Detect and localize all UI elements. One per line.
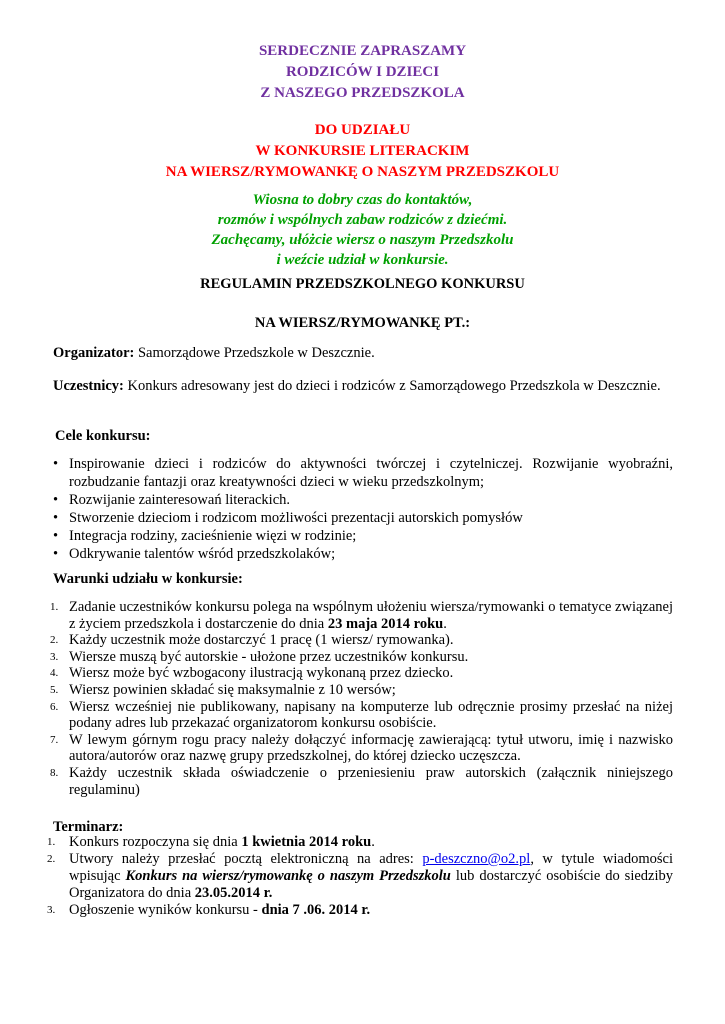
goals-heading: Cele konkursu: [55,428,151,444]
intro-line: rozmów i wspólnych zabaw rodziców z dziećmi. [217,212,508,228]
item-text: Wiersze muszą być autorskie - ułożone przez uczestników konkursu. [69,648,469,665]
list-item: • Stworzenie dzieciom i rodzicom możliwości prezentacji autorskich pomysłów [53,509,673,527]
header-line: NA WIERSZ/RYMOWANKĘ O NASZYM PRZEDSZKOLU [165,164,560,180]
list-item [47,834,673,851]
intro-line: i weźcie udział w konkursie. [276,252,449,268]
item-number: 2. [50,634,59,647]
contest-header [0,120,725,183]
header-line: RODZICÓW I DZIECI [285,64,440,80]
item-number: 1. [50,601,59,613]
organizer-text: Samorządowe Przedszkole w Deszcznie. [137,345,375,361]
item-number: 6. [50,700,59,713]
header-line: DO UDZIAŁU [314,122,411,138]
header-line: W KONKURSIE LITERACKIM [255,143,470,159]
schedule-heading: Terminarz: [53,819,124,835]
item-number: 5. [50,683,59,696]
item-text: Każdy uczestnik składa oświadczenie o przeniesieniu praw autorskich (załącznik niniejszego regulaminu) [69,764,673,798]
participants-text: Konkurs adresowany jest do dzieci i rodziców z Samorządowego Przedszkola w Deszcznie. [127,378,661,394]
invitation-header [0,41,725,104]
item-text: Wiersz powinien składać się maksymalnie z 10 wersów; [69,681,396,698]
item-bold: dnia 7 .06. 2014 r. [261,902,371,918]
regulations-subtitle: NA WIERSZ/RYMOWANKĘ PT.: [254,315,471,331]
list-item [50,599,673,632]
item-number: 4. [50,667,59,680]
list-item [50,681,673,699]
item-text: , w tytule wiadomości wpisując [69,851,673,884]
item-after: . [371,834,375,850]
list-item: • Rozwijanie zainteresowań literackich. [53,491,673,509]
header-line: Z NASZEGO PRZEDSZKOLA [260,85,465,101]
list-item [50,632,673,649]
list-item [50,698,673,732]
intro-text [0,190,725,270]
email-link[interactable]: p-deszczno@o2.pl [422,851,531,867]
list-item [47,851,673,902]
item-number: 1. [47,836,56,848]
participants-label: Uczestnicy: [53,378,124,394]
item-text: Wiersz może być wzbogacony ilustracją wykonaną przez dziecko. [69,665,454,682]
organizer-label: Organizator: [53,345,135,361]
item-number: 3. [50,650,59,663]
item-text: Utwory należy przesłać pocztą elektroniczną na adres: [69,851,423,867]
list-item: • Integracja rodziny, zacieśnienie więzi w rodzinie; [53,527,673,545]
list-item [50,648,673,666]
intro-line: Zachęcamy, ułóżcie wiersz o naszym Przedszkolu [211,232,514,248]
item-text: Konkurs rozpoczyna się dnia [69,834,242,850]
message-subject: Konkurs na wiersz/rymowankę o naszym Przedszkolu [125,868,451,884]
participants-paragraph [53,377,673,396]
list-item: • Odkrywanie talentów wśród przedszkolaków; [53,545,673,563]
item-text: lub dostarczyć osobiście do siedziby Organizatora do dnia [69,868,673,901]
item-text: Zadanie uczestników konkursu polega na wspólnym ułożeniu wiersza/rymowanki o tematyce związanej z życiem przedszkola i dostarczenie do dnia [69,599,673,632]
conditions-list [50,599,673,798]
list-item [50,731,673,765]
item-after: . [443,615,447,632]
item-bold: 1 kwietnia 2014 roku [241,834,372,850]
intro-line: Wiosna to dobry czas do kontaktów, [252,192,473,208]
item-text: Wiersz wcześniej nie publikowany, napisany na komputerze lub odręcznie prosimy przesłać na niżej podany adres lub przekazać organizatorom konkursu osobiście. [69,698,673,732]
item-text: W lewym górnym rogu pracy należy dołączyć informację zawierającą: tytuł utworu, imię i nazwisko autora/autorów oraz nazwę grupy przedszkolnej, do której dziecko uczęszcza. [69,731,673,765]
item-number: 2. [47,853,56,865]
header-line: SERDECZNIE ZAPRASZAMY [258,43,467,59]
item-number: 3. [47,904,56,916]
item-number: 8. [50,766,59,779]
organizer-paragraph [53,344,673,363]
list-item [50,665,673,682]
list-item: • Inspirowanie dzieci i rodziców do aktywności twórczej i czytelniczej. Rozwijanie wyobraźni, rozbudzanie fantazji oraz kreatywności dzieci w wieku przedszkolnym; [53,455,673,491]
conditions-heading: Warunki udziału w konkursie: [53,571,243,587]
item-text: Każdy uczestnik może dostarczyć 1 pracę (1 wiersz/ rymowanka). [69,632,454,649]
item-text: Ogłoszenie wyników konkursu - [69,902,262,918]
goals-list [53,455,673,563]
regulations-title: REGULAMIN PRZEDSZKOLNEGO KONKURSU [200,276,525,292]
item-number: 7. [50,733,59,746]
list-item [50,764,673,798]
list-item [47,902,673,919]
item-bold: 23 maja 2014 roku [327,615,444,632]
schedule-list [47,834,673,919]
item-bold: 23.05.2014 r. [194,885,273,901]
